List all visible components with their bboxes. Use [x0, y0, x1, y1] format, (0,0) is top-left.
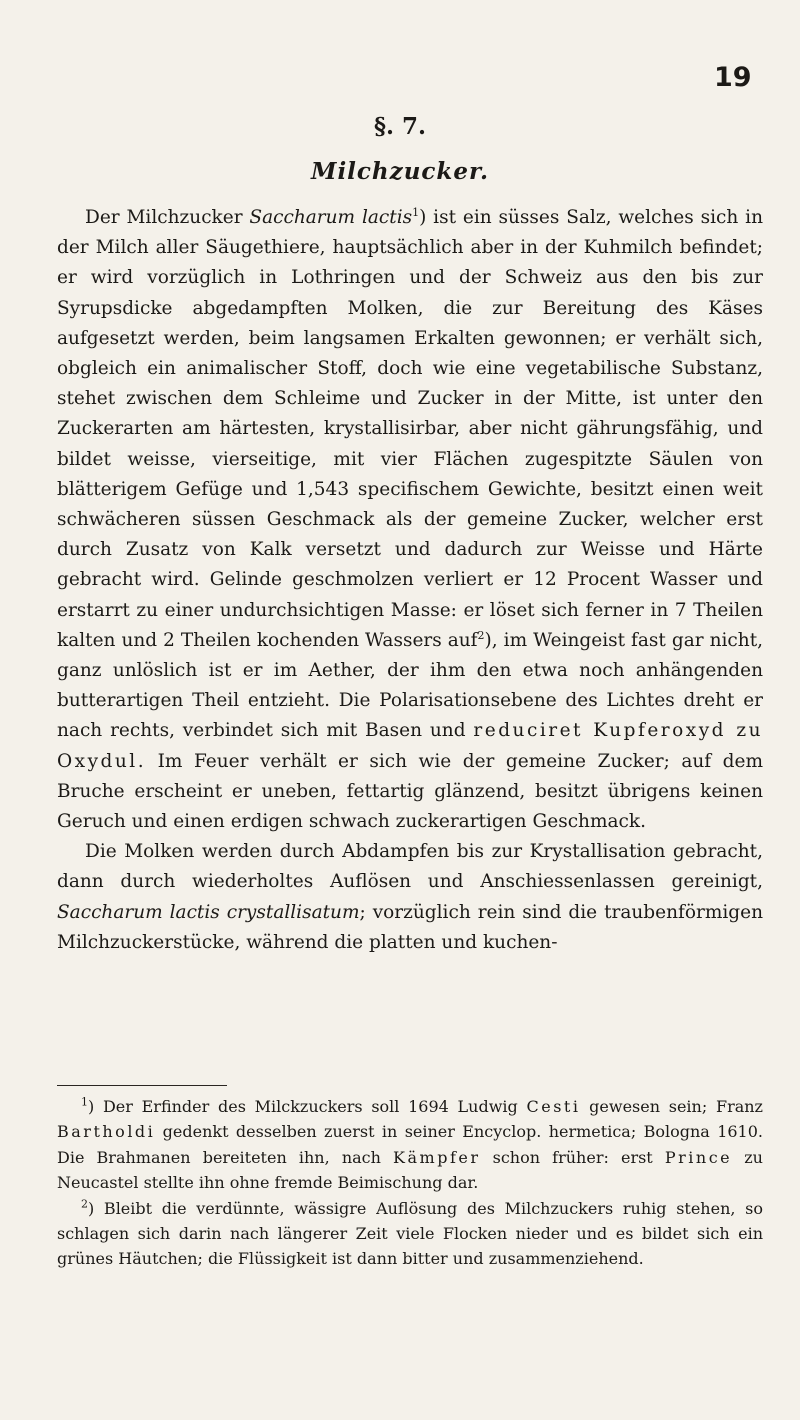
- person-name: Kämpfer: [393, 1147, 481, 1167]
- text-run: Der Milchzucker: [85, 207, 250, 228]
- paragraph-2: [57, 837, 763, 958]
- person-name: Bartholdi: [57, 1122, 156, 1142]
- text-run: schon früher: erst: [480, 1147, 665, 1167]
- person-name: Prince: [664, 1147, 733, 1167]
- paragraph-1: [57, 203, 763, 837]
- text-run: Im Feuer verhält er sich wie der gemeine Zucker; auf dem Bruche erscheint er uneben, fettartig glänzend, besitzt übrigens keinen Geruch und einen erdigen schwach zuckerartigen Geschmack.: [57, 750, 763, 833]
- latin-term: Saccharum lactis crystallisatum: [57, 901, 360, 923]
- footnote-ref-2: 2: [477, 628, 485, 642]
- footnotes: [57, 1094, 763, 1272]
- spaced-text: reduciret Kupferoxyd zu Oxydul.: [57, 720, 763, 772]
- footnote-2: [57, 1196, 763, 1272]
- text-run: gedenkt desselben zuerst in seiner Encyclop. hermetica; Bologna 1610. Die Brahmanen bereiteten ihn, nach: [57, 1122, 763, 1167]
- body-text: [57, 203, 763, 958]
- footnote-mark: 1: [81, 1095, 88, 1109]
- text-run: Die Molken werden durch Abdampfen bis zur Krystallisation gebracht, dann durch wiederholtes Auflösen und Anschiessenlassen gereinigt,: [57, 841, 763, 893]
- section-heading: Milchzucker.: [310, 158, 490, 185]
- text-run: ) Der Erfinder des Milckzuckers soll 1694 Ludwig: [88, 1097, 527, 1116]
- text-run: ), im Weingeist fast gar nicht, ganz unlöslich ist er im Aether, der ihm den etwa noch anhängenden butterartigen Theil entzieht. Die Polarisationsebene des Lichtes dreht er nach rechts, verbindet sich mit Basen und: [57, 629, 764, 742]
- text-run: ) Bleibt die verdünnte, wässigre Auflösung des Milchzuckers ruhig stehen, so schlagen sich darin nach längerer Zeit viele Flocken nieder und es bildet sich ein grünes Häutchen; die Flüssigkeit ist dann bitter und zusammenziehend.: [57, 1198, 763, 1269]
- person-name: Cesti: [526, 1097, 581, 1116]
- text-run: ; vorzüglich rein sind die traubenförmigen Milchzuckerstücke, während die platten und kuchen-: [57, 901, 763, 953]
- page-number: 19: [714, 62, 752, 93]
- text-run: zu Neucastel stellte ihn ohne fremde Beimischung dar.: [57, 1147, 763, 1193]
- section-number: §. 7.: [373, 113, 427, 140]
- footnote-divider: [57, 1085, 227, 1086]
- text-run: gewesen sein; Franz: [580, 1097, 763, 1116]
- footnote-mark: 2: [81, 1197, 88, 1211]
- footnote-1: [57, 1094, 763, 1196]
- latin-term: Saccharum lactis: [249, 207, 413, 228]
- footnote-ref-1: 1: [412, 205, 420, 219]
- text-run: ) ist ein süsses Salz, welches sich in der Milch aller Säugethiere, hauptsächlich aber in der Kuhmilch befindet; er wird vorzüglich in Lothringen und der Schweiz aus den bis zur Syrupsdicke abgedampften Molken, die zur Bereitung des Käses aufgesetzt werden, beim langsamen Erkalten gewonnen; er verhält sich, obgleich ein animalischer Stoff, doch wie eine vegetabilische Substanz, stehet zwischen dem Schleime und Zucker in der Mitte, ist unter den Zuckerarten am härtesten, krystallisirbar, aber nicht gährungsfähig, und bildet weisse, vierseitige, mit vier Flächen zugespitzte Säulen von blätterigem Gefüge und 1,543 specifischem Gewichte, besitzt einen weit schwächeren süssen Geschmack als der gemeine Zucker, welcher erst durch Zusatz von Kalk versetzt und dadurch zur Weisse und Härte gebracht wird. Gelinde geschmolzen verliert er 12 Procent Wasser und erstarrt zu einer undurchsichtigen Masse: er löset sich ferner in 7 Theilen kalten und 2 Theilen kochenden Wassers auf: [57, 207, 763, 651]
